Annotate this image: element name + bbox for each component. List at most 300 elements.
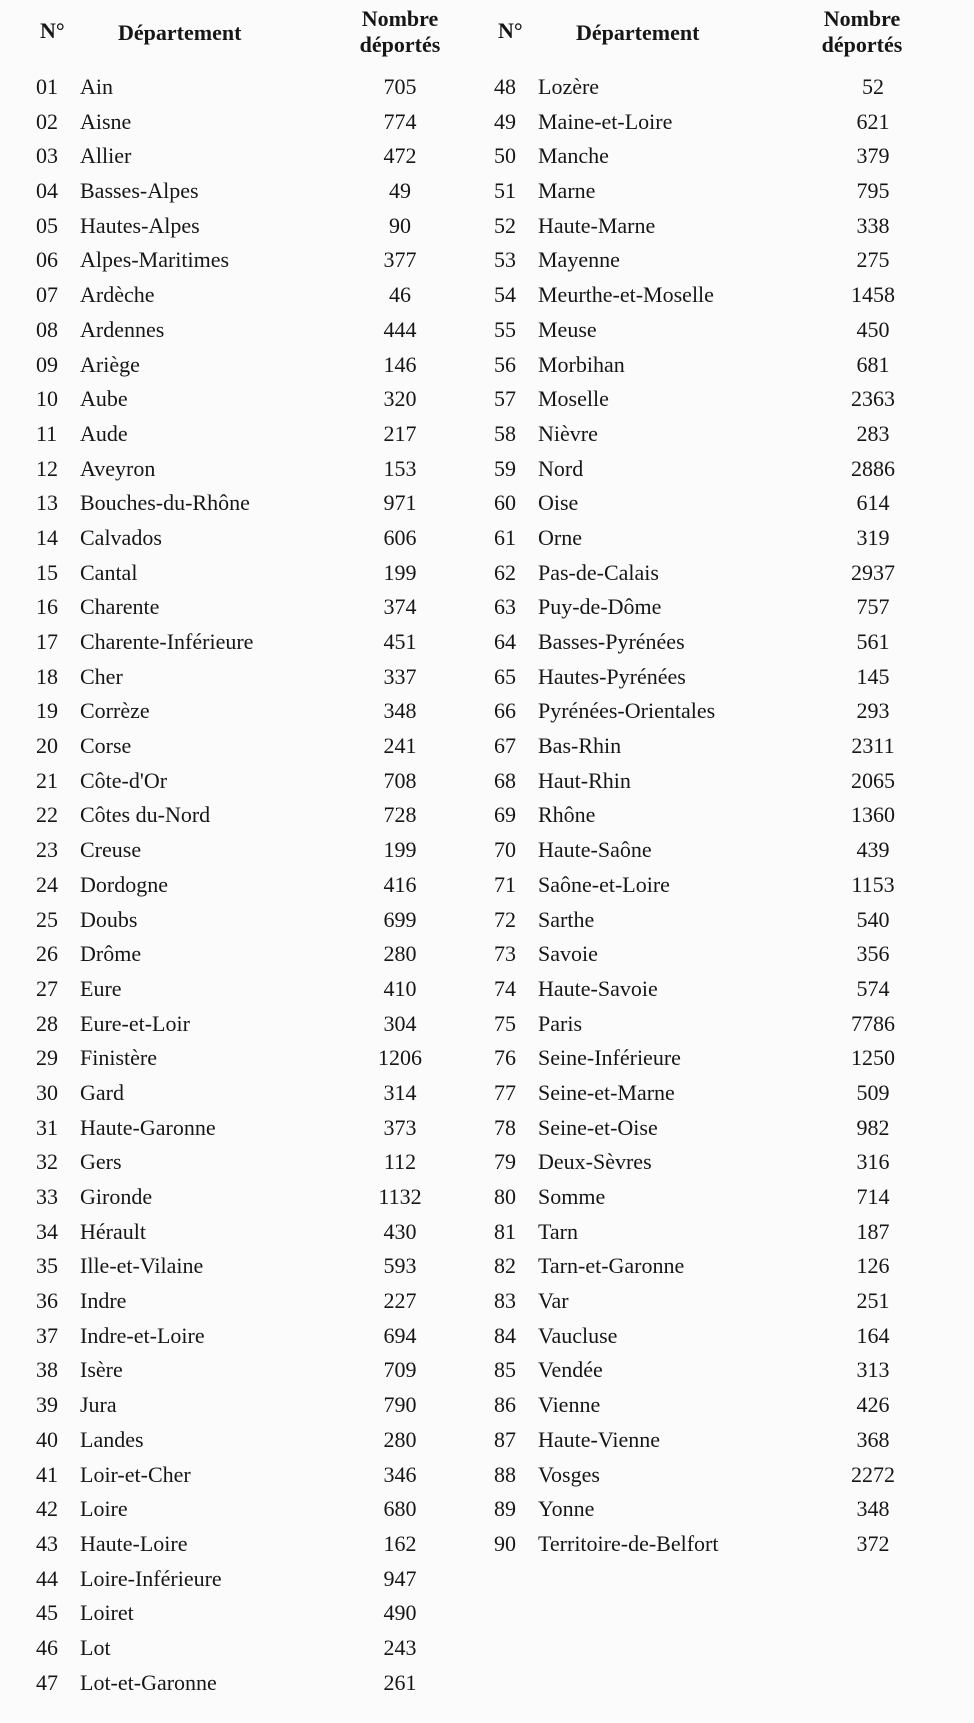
department-name: Yonne — [538, 1496, 595, 1522]
department-name: Hautes-Pyrénées — [538, 663, 686, 689]
header-count-line2: déportés — [359, 32, 441, 57]
department-name: Indre — [80, 1288, 127, 1314]
department-number: 67 — [494, 733, 516, 759]
table-row — [0, 1666, 470, 1701]
deported-count: 314 — [383, 1079, 417, 1105]
table-row — [470, 105, 970, 140]
deported-count: 694 — [383, 1322, 417, 1348]
department-number: 50 — [494, 143, 516, 169]
department-number: 73 — [494, 941, 516, 967]
department-number: 83 — [494, 1288, 516, 1314]
deported-count: 1132 — [378, 1184, 422, 1209]
deported-count: 90 — [389, 212, 411, 238]
department-number: 08 — [36, 316, 58, 342]
department-number: 60 — [494, 490, 516, 516]
department-number: 13 — [36, 490, 58, 516]
table-row — [470, 139, 970, 174]
department-number: 87 — [494, 1426, 516, 1452]
department-name: Lot — [80, 1634, 111, 1660]
deported-count: 971 — [383, 490, 417, 516]
table-row — [0, 798, 470, 833]
deported-count: 187 — [856, 1218, 890, 1244]
deported-count: 790 — [383, 1392, 417, 1418]
department-name: Haute-Savoie — [538, 975, 658, 1001]
department-name: Haute-Garonne — [80, 1114, 216, 1140]
department-number: 26 — [36, 941, 58, 967]
table-row — [470, 694, 970, 729]
deported-count: 982 — [856, 1114, 890, 1140]
table-row — [470, 1458, 970, 1493]
department-number: 46 — [36, 1634, 58, 1660]
department-name: Ain — [80, 74, 113, 99]
department-name: Mayenne — [538, 247, 620, 273]
table-row — [470, 868, 970, 903]
table-row — [0, 452, 470, 487]
department-number: 74 — [494, 975, 516, 1001]
table-row — [0, 1562, 470, 1597]
department-number: 10 — [36, 386, 58, 412]
deported-count: 52 — [862, 74, 884, 99]
deported-count: 241 — [383, 733, 417, 759]
table-row — [0, 972, 470, 1007]
table-row — [470, 382, 970, 417]
table-row — [470, 521, 970, 556]
department-number: 49 — [494, 108, 516, 134]
deported-count: 145 — [856, 663, 890, 689]
department-number: 85 — [494, 1357, 516, 1383]
department-name: Eure-et-Loir — [80, 1010, 190, 1036]
department-number: 20 — [36, 733, 58, 759]
table-row — [0, 1076, 470, 1111]
deported-count: 243 — [383, 1634, 417, 1660]
table-row — [470, 1492, 970, 1527]
department-number: 38 — [36, 1357, 58, 1383]
department-name: Nièvre — [538, 420, 598, 446]
table-row — [0, 833, 470, 868]
table-row — [470, 243, 970, 278]
deported-count: 444 — [383, 316, 417, 342]
department-name: Corse — [80, 733, 132, 759]
deported-count: 2311 — [851, 733, 895, 759]
table-row — [470, 1319, 970, 1354]
department-name: Vienne — [538, 1392, 601, 1418]
deported-count: 373 — [383, 1114, 417, 1140]
table-row — [470, 1423, 970, 1458]
department-number: 33 — [36, 1184, 58, 1209]
department-name: Ardèche — [80, 282, 155, 308]
table-row — [0, 70, 470, 105]
header-count-line1: Nombre — [823, 6, 901, 31]
department-name: Seine-et-Oise — [538, 1114, 658, 1140]
deported-count: 472 — [383, 143, 417, 169]
deported-count: 709 — [383, 1357, 417, 1383]
department-name: Creuse — [80, 837, 142, 863]
department-number: 16 — [36, 594, 58, 620]
table-row — [0, 1007, 470, 1042]
deported-count: 372 — [856, 1530, 890, 1556]
department-number: 69 — [494, 802, 516, 828]
department-name: Bas-Rhin — [538, 733, 622, 759]
table-row — [470, 1249, 970, 1284]
department-number: 90 — [494, 1530, 516, 1556]
table-row — [0, 556, 470, 591]
deported-count: 217 — [383, 420, 417, 446]
deported-count: 561 — [856, 629, 890, 654]
department-name: Gard — [80, 1079, 124, 1105]
department-number: 41 — [36, 1461, 58, 1487]
table-row — [0, 139, 470, 174]
department-number: 06 — [36, 247, 58, 273]
department-number: 80 — [494, 1184, 516, 1209]
department-number: 81 — [494, 1218, 516, 1244]
department-name: Rhône — [538, 802, 596, 828]
table-row — [0, 1596, 470, 1631]
department-name: Gers — [80, 1149, 122, 1175]
table-row — [470, 452, 970, 487]
deported-count: 337 — [383, 663, 417, 689]
table-row — [470, 764, 970, 799]
deported-count: 280 — [383, 941, 417, 967]
department-name: Pas-de-Calais — [538, 559, 659, 585]
table-row — [470, 972, 970, 1007]
department-name: Alpes-Maritimes — [80, 247, 230, 273]
department-name: Aude — [80, 420, 128, 446]
table-row — [0, 313, 470, 348]
department-name: Eure — [80, 975, 122, 1001]
department-number: 29 — [36, 1045, 58, 1071]
rows-right — [470, 70, 970, 1562]
deported-count: 2363 — [851, 386, 895, 412]
department-name: Gironde — [80, 1184, 153, 1209]
department-name: Basses-Alpes — [80, 178, 199, 204]
department-number: 01 — [36, 74, 58, 99]
deported-count: 540 — [856, 906, 890, 932]
deported-count: 199 — [383, 837, 417, 863]
department-number: 58 — [494, 420, 516, 446]
department-name: Sarthe — [538, 906, 595, 932]
department-number: 78 — [494, 1114, 516, 1140]
deported-count: 379 — [856, 143, 890, 169]
table-row — [0, 1041, 470, 1076]
department-number: 19 — [36, 698, 58, 724]
department-number: 51 — [494, 178, 516, 204]
table-row — [0, 903, 470, 938]
header-count — [330, 6, 470, 58]
table-row — [0, 521, 470, 556]
department-number: 14 — [36, 524, 58, 550]
deported-count: 346 — [383, 1461, 417, 1487]
department-name: Meuse — [538, 316, 597, 342]
department-name: Vendée — [538, 1357, 603, 1383]
department-number: 11 — [36, 420, 58, 446]
deported-count: 1250 — [851, 1045, 895, 1071]
department-number: 52 — [494, 212, 516, 238]
table-row — [0, 486, 470, 521]
deported-count: 416 — [383, 871, 417, 897]
department-name: Haute-Vienne — [538, 1426, 661, 1452]
department-number: 28 — [36, 1010, 58, 1036]
table-row — [470, 486, 970, 521]
department-name: Basses-Pyrénées — [538, 629, 685, 654]
department-number: 42 — [36, 1496, 58, 1522]
deported-count: 714 — [856, 1184, 890, 1209]
department-name: Côte-d'Or — [80, 767, 168, 793]
table-row — [470, 1007, 970, 1042]
deported-count: 304 — [383, 1010, 417, 1036]
table-row — [470, 1111, 970, 1146]
department-number: 23 — [36, 837, 58, 863]
department-name: Hérault — [80, 1218, 146, 1244]
table-row — [0, 1180, 470, 1215]
department-number: 63 — [494, 594, 516, 620]
department-number: 75 — [494, 1010, 516, 1036]
table-row — [470, 1215, 970, 1250]
department-number: 71 — [494, 871, 516, 897]
department-number: 44 — [36, 1565, 58, 1591]
department-number: 12 — [36, 455, 58, 481]
department-number: 03 — [36, 143, 58, 169]
deported-count: 947 — [383, 1565, 417, 1591]
department-number: 21 — [36, 767, 58, 793]
department-number: 32 — [36, 1149, 58, 1175]
department-number: 56 — [494, 351, 516, 377]
department-name: Dordogne — [80, 871, 168, 897]
department-name: Indre-et-Loire — [80, 1322, 205, 1348]
table-row — [0, 1631, 470, 1666]
department-name: Seine-Inférieure — [538, 1045, 681, 1071]
department-number: 34 — [36, 1218, 58, 1244]
deported-count: 162 — [383, 1530, 417, 1556]
department-number: 09 — [36, 351, 58, 377]
deported-count: 2886 — [851, 455, 895, 481]
table-row — [0, 1145, 470, 1180]
table-row — [470, 798, 970, 833]
table-row — [0, 764, 470, 799]
department-name: Vaucluse — [538, 1322, 618, 1348]
table-row — [470, 937, 970, 972]
department-number: 07 — [36, 282, 58, 308]
deported-count: 439 — [856, 837, 890, 863]
deported-count: 1206 — [378, 1045, 422, 1071]
department-number: 62 — [494, 559, 516, 585]
department-number: 79 — [494, 1149, 516, 1175]
department-number: 04 — [36, 178, 58, 204]
department-name: Charente-Inférieure — [80, 629, 254, 654]
department-name: Finistère — [80, 1045, 157, 1071]
table-row — [0, 660, 470, 695]
deported-count: 680 — [383, 1496, 417, 1522]
table-row — [0, 1249, 470, 1284]
department-number: 17 — [36, 629, 58, 654]
deported-count: 348 — [856, 1496, 890, 1522]
table-row — [470, 625, 970, 660]
department-name: Haute-Loire — [80, 1530, 188, 1556]
department-number: 77 — [494, 1079, 516, 1105]
department-number: 45 — [36, 1600, 58, 1626]
deported-count: 153 — [383, 455, 417, 481]
table-row — [470, 1180, 970, 1215]
department-name: Jura — [80, 1392, 117, 1418]
department-number: 18 — [36, 663, 58, 689]
deported-count: 377 — [383, 247, 417, 273]
table-row — [0, 868, 470, 903]
header-count — [792, 6, 932, 58]
table-row — [470, 348, 970, 383]
table-row — [470, 1145, 970, 1180]
department-name: Calvados — [80, 524, 162, 550]
department-name: Marne — [538, 178, 596, 204]
department-number: 48 — [494, 74, 516, 99]
department-name: Bouches-du-Rhône — [80, 490, 250, 516]
table-row — [0, 1111, 470, 1146]
department-name: Tarn-et-Garonne — [538, 1253, 685, 1279]
table-row — [470, 1388, 970, 1423]
deported-count: 795 — [856, 178, 890, 204]
header-department: Département — [576, 20, 700, 45]
deported-count: 606 — [383, 524, 417, 550]
table-row — [0, 694, 470, 729]
table-row — [470, 1076, 970, 1111]
deported-count: 46 — [389, 282, 411, 308]
table-row — [0, 1319, 470, 1354]
deported-count: 2065 — [851, 767, 895, 793]
department-name: Haut-Rhin — [538, 767, 631, 793]
deported-count: 757 — [856, 594, 890, 620]
department-number: 86 — [494, 1392, 516, 1418]
table-row — [0, 278, 470, 313]
header-department: Département — [118, 20, 242, 45]
deported-count: 146 — [383, 351, 417, 377]
department-name: Côtes du-Nord — [80, 802, 211, 828]
deported-count: 681 — [856, 351, 890, 377]
department-number: 89 — [494, 1496, 516, 1522]
department-number: 65 — [494, 663, 516, 689]
deported-count: 199 — [383, 559, 417, 585]
department-name: Allier — [80, 143, 132, 169]
department-name: Oise — [538, 490, 579, 516]
deported-count: 313 — [856, 1357, 890, 1383]
table-row — [0, 1423, 470, 1458]
department-number: 66 — [494, 698, 516, 724]
department-name: Doubs — [80, 906, 138, 932]
department-name: Ardennes — [80, 316, 165, 342]
deported-count: 283 — [856, 420, 890, 446]
deported-count: 368 — [856, 1426, 890, 1452]
department-number: 40 — [36, 1426, 58, 1452]
department-number: 43 — [36, 1530, 58, 1556]
department-number: 70 — [494, 837, 516, 863]
department-number: 59 — [494, 455, 516, 481]
table-row — [0, 1388, 470, 1423]
deported-count: 728 — [383, 802, 417, 828]
department-number: 82 — [494, 1253, 516, 1279]
deported-count: 774 — [383, 108, 417, 134]
department-number: 47 — [36, 1669, 58, 1695]
deported-count: 126 — [856, 1253, 890, 1279]
department-name: Charente — [80, 594, 160, 620]
department-name: Deux-Sèvres — [538, 1149, 652, 1175]
department-number: 72 — [494, 906, 516, 932]
department-name: Lot-et-Garonne — [80, 1669, 217, 1695]
deported-count: 338 — [856, 212, 890, 238]
deported-count: 2937 — [851, 559, 895, 585]
header-count-line2: déportés — [821, 32, 903, 57]
department-name: Paris — [538, 1010, 582, 1036]
table-row — [470, 417, 970, 452]
department-name: Territoire-de-Belfort — [538, 1530, 719, 1556]
department-name: Corrèze — [80, 698, 150, 724]
header-number: N° — [498, 18, 523, 43]
department-number: 64 — [494, 629, 516, 654]
department-number: 30 — [36, 1079, 58, 1105]
department-name: Somme — [538, 1184, 606, 1209]
deported-count: 316 — [856, 1149, 890, 1175]
table-row — [0, 1492, 470, 1527]
department-number: 15 — [36, 559, 58, 585]
table-row — [470, 278, 970, 313]
department-number: 25 — [36, 906, 58, 932]
table-row — [0, 209, 470, 244]
department-number: 88 — [494, 1461, 516, 1487]
deported-count: 164 — [856, 1322, 890, 1348]
deported-count: 426 — [856, 1392, 890, 1418]
deported-count: 227 — [383, 1288, 417, 1314]
deported-count: 621 — [856, 108, 890, 134]
deported-count: 112 — [383, 1149, 417, 1175]
deported-count: 410 — [383, 975, 417, 1001]
department-name: Loire-Inférieure — [80, 1565, 222, 1591]
header-count-line1: Nombre — [361, 6, 439, 31]
table-row — [0, 1215, 470, 1250]
department-name: Ille-et-Vilaine — [80, 1253, 204, 1279]
deported-count: 614 — [856, 490, 890, 516]
deported-count: 280 — [383, 1426, 417, 1452]
table-row — [0, 625, 470, 660]
department-name: Manche — [538, 143, 609, 169]
deported-count: 430 — [383, 1218, 417, 1244]
deported-count: 699 — [383, 906, 417, 932]
rows-left — [0, 70, 470, 1700]
department-number: 39 — [36, 1392, 58, 1418]
department-name: Nord — [538, 455, 584, 481]
department-name: Saône-et-Loire — [538, 871, 670, 897]
department-number: 55 — [494, 316, 516, 342]
table-row — [0, 729, 470, 764]
table-row — [470, 833, 970, 868]
department-name: Cher — [80, 663, 123, 689]
table-row — [0, 1353, 470, 1388]
department-name: Haute-Saône — [538, 837, 652, 863]
department-name: Vosges — [538, 1461, 600, 1487]
deported-count: 319 — [856, 524, 890, 550]
department-name: Aube — [80, 386, 128, 412]
department-number: 24 — [36, 871, 58, 897]
table-row — [470, 313, 970, 348]
department-number: 02 — [36, 108, 58, 134]
department-name: Loir-et-Cher — [80, 1461, 191, 1487]
deported-count: 509 — [856, 1079, 890, 1105]
deported-count: 251 — [856, 1288, 890, 1314]
department-number: 57 — [494, 386, 516, 412]
deported-count: 1360 — [851, 802, 895, 828]
department-name: Hautes-Alpes — [80, 212, 200, 238]
deported-count: 1153 — [851, 871, 895, 897]
department-name: Var — [538, 1288, 569, 1314]
table-row — [470, 903, 970, 938]
deported-count: 275 — [856, 247, 890, 273]
department-name: Haute-Marne — [538, 212, 656, 238]
table-row — [470, 556, 970, 591]
